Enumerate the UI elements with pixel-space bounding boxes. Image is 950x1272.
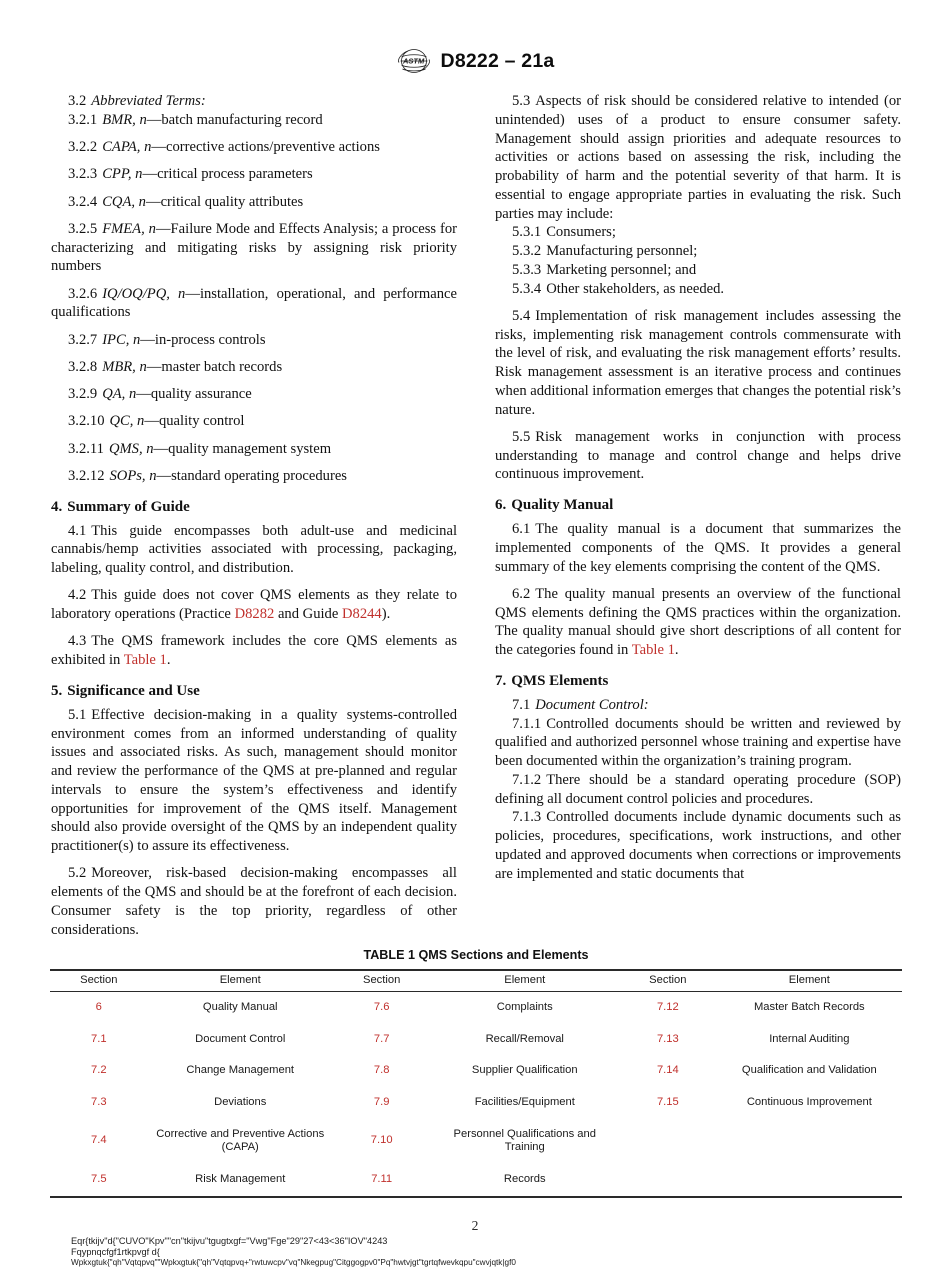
document-designation: D8222 – 21a	[440, 49, 555, 72]
cell-section[interactable]: 7.7	[373, 1032, 390, 1045]
term-label: QC, n	[109, 413, 145, 430]
term-3-2-3	[51, 165, 457, 184]
cell-section[interactable]: 7.12	[656, 1001, 679, 1013]
cell-section[interactable]: 6	[95, 1001, 102, 1013]
paragraph-text: and Guide	[274, 606, 342, 622]
cell-element: Change Management	[186, 1064, 295, 1077]
clause-number: 5.3	[512, 93, 531, 109]
term-3-2	[51, 92, 457, 111]
term-label: CPP, n	[102, 166, 143, 183]
svg-text:ASTM: ASTM	[402, 56, 424, 66]
cell-element: Quality Manual	[202, 1001, 278, 1013]
cell-element	[717, 1119, 902, 1164]
table-header	[50, 970, 902, 992]
right-column	[495, 92, 901, 939]
footer-copyright-block	[71, 1236, 871, 1268]
link-d8244[interactable]: D8244	[341, 606, 382, 622]
paragraph-7-1	[495, 696, 901, 715]
section-heading-6	[495, 497, 901, 514]
column-header-section-1: Section	[50, 970, 148, 992]
term-3-2-11	[51, 440, 457, 459]
term-definition: —corrective actions/preventive actions	[151, 139, 380, 155]
astm-logo-icon	[396, 47, 432, 75]
term-3-2-2	[51, 138, 457, 157]
column-header-element-3: Element	[717, 970, 902, 992]
paragraph-text: Controlled documents should be written and reviewed by qualified and authorized personnel whose training and expertise have been documented within the organization’s training program.	[495, 715, 901, 769]
clause-number: 5.3.4	[512, 280, 542, 297]
cell-element: Qualification and Validation	[741, 1064, 877, 1077]
cell-element: Document Control	[195, 1032, 286, 1045]
clause-number: 5.2	[68, 865, 87, 882]
cell-element: Deviations	[214, 1095, 267, 1108]
clause-number: 3.2.6	[68, 285, 98, 302]
cell-section[interactable]: 7.15	[656, 1095, 679, 1108]
section-title: Quality Manual	[511, 497, 614, 513]
paragraph-text: The quality manual is a document that summarizes the implemented components of the QMS. It provides a general summary of the key elements comprising the content of the QMS.	[495, 521, 901, 575]
cell-element: Corrective and Preventive Actions (CAPA)	[156, 1127, 325, 1154]
clause-number: 3.2.1	[68, 111, 98, 128]
paragraph-5-1	[51, 706, 457, 856]
term-definition: —quality assurance	[136, 386, 252, 402]
cell-section	[619, 1119, 717, 1164]
clause-number: 5.3.1	[512, 224, 542, 241]
paragraph-text: Risk management works in conjunction with process understanding to manage and control change and helps drive continuous improvement.	[495, 428, 901, 483]
term-label: BMR, n	[102, 111, 147, 128]
term-definition: —quality management system	[153, 440, 332, 457]
paragraph-text: This guide does not cover QMS elements as they relate to laboratory operations (Practice	[51, 587, 457, 622]
paragraph-7-1-1	[495, 715, 901, 771]
cell-section[interactable]: 7.1	[91, 1032, 107, 1045]
paragraph-text: The quality manual presents an overview of the functional QMS elements defining the QMS practices within the organization. The quality manual should give short descriptions of all content for the categories found in	[495, 585, 901, 658]
clause-number: 3.2.4	[68, 193, 98, 210]
paragraph-4-2	[51, 586, 457, 624]
paragraph-text: The QMS framework includes the core QMS elements as exhibited in	[51, 633, 457, 668]
section-number: 5.	[51, 682, 63, 699]
cell-section	[619, 1164, 717, 1197]
left-column	[51, 92, 457, 939]
term-3-2-5	[51, 220, 457, 276]
cell-element: Complaints	[496, 1001, 553, 1013]
clause-number: 3.2.10	[68, 413, 105, 430]
clause-number: 5.3.2	[512, 243, 542, 259]
section-heading-4	[51, 499, 457, 516]
term-label: QMS, n	[108, 440, 154, 457]
term-definition: —master batch records	[146, 358, 283, 375]
term-label: QA, n	[102, 386, 137, 402]
term-3-2-12	[51, 467, 457, 486]
section-title: QMS Elements	[511, 672, 609, 689]
table-row	[50, 1024, 902, 1056]
term-definition: —quality control	[144, 413, 245, 430]
term-label: CQA, n	[102, 193, 146, 210]
cell-element	[717, 1164, 902, 1197]
clause-number: 5.1	[68, 706, 87, 723]
clause-number: 5.4	[512, 307, 531, 324]
paragraph-4-3	[51, 632, 457, 670]
clause-number: 3.2.3	[68, 166, 98, 183]
clause-number: 4.3	[68, 633, 87, 650]
paragraph-6-2	[495, 585, 901, 660]
paragraph-5-4	[495, 307, 901, 420]
paragraph-text: Consumers;	[546, 224, 616, 241]
clause-number: 3.2.8	[68, 358, 98, 375]
cell-element: Continuous Improvement	[746, 1095, 872, 1108]
term-definition: —in-process controls	[140, 331, 266, 348]
paragraph-5-2	[51, 864, 457, 939]
clause-number: 5.3.3	[512, 261, 542, 278]
term-3-2-6	[51, 285, 457, 323]
paragraph-5-3-3	[495, 261, 901, 280]
paragraph-4-1	[51, 522, 457, 578]
subsection-title: Document Control:	[535, 696, 649, 713]
paragraph-7-1-2	[495, 771, 901, 809]
cell-element: Master Batch Records	[753, 1001, 865, 1013]
clause-number: 6.2	[512, 585, 531, 602]
cell-section[interactable]: 7.8	[373, 1064, 390, 1077]
table-body	[50, 992, 902, 1197]
cell-section[interactable]: 7.14	[656, 1064, 679, 1077]
term-3-2-10	[51, 412, 457, 431]
term-label: Abbreviated Terms:	[91, 93, 206, 109]
cell-section[interactable]: 7.6	[373, 1001, 390, 1013]
paragraph-text: ).	[381, 606, 391, 622]
clause-number: 4.2	[68, 587, 87, 604]
clause-number: 3.2	[68, 93, 87, 109]
cell-section[interactable]: 7.3	[91, 1095, 107, 1108]
cell-section[interactable]: 7.13	[656, 1032, 679, 1045]
term-label: CAPA, n	[102, 139, 152, 155]
term-definition: —standard operating procedures	[156, 467, 347, 484]
paragraph-text: Implementation of risk management includes assessing the risks, implementing risk management controls commensurate with the level of risk, and evaluating the risk management efforts’ results. Risk management assessment is an iterative process and continues when additional information emerges that changes the potential risk’s nature.	[495, 307, 901, 418]
paragraph-text: Manufacturing personnel;	[546, 243, 698, 259]
section-number: 6.	[495, 497, 507, 513]
clause-number: 3.2.12	[68, 467, 105, 484]
footer-line-1: Eqr{tkijv"d{"CUVO"Kpv""cn"tkijvu"tgugtxgf="Vwg"Fge"29"27<43<36"IOV"4243	[71, 1236, 388, 1246]
paragraph-text: This guide encompasses both adult-use and medicinal cannabis/hemp activities associated with processing, packaging, labeling, quality control, and distribution.	[51, 522, 457, 576]
cell-element: Personnel Qualifications and Training	[453, 1127, 596, 1154]
cell-element: Risk Management	[148, 1164, 333, 1197]
footer-line-2: Fqypnqcfgf1rtkpvgf d{	[71, 1247, 160, 1258]
section-title: Summary of Guide	[67, 498, 190, 515]
clause-number: 6.1	[512, 521, 531, 537]
cell-section[interactable]: 7.2	[91, 1064, 107, 1077]
paragraph-5-3-4	[495, 280, 901, 299]
cell-element: Facilities/Equipment	[474, 1095, 575, 1108]
term-3-2-1	[51, 111, 457, 130]
section-heading-7	[495, 673, 901, 690]
clause-number: 5.5	[512, 428, 531, 445]
term-label: IPC, n	[102, 331, 141, 348]
cell-section[interactable]: 7.10	[370, 1134, 393, 1147]
clause-number: 7.1.1	[512, 715, 542, 732]
footer-line-3: Wpkxgtuk{"qh"Vqtqpvq""Wpkxgtuk{"qh"Vqtqpvq+"rwtuwcpv"vq"Nkegpug"Citggogpv0"Pq"hwtvjgt"tgrtqfwevkqpu"cwvjqtk|gf0	[71, 1258, 516, 1268]
paragraph-text: Aspects of risk should be considered relative to intended (or unintended) uses of a product to ensure consumer safety. Management should assign priorities and adequate resources to activities or actions based on assessing the risk, including the probability of harm and the potential severity of that harm. It is essential to engage appropriate parties in evaluating the risk. Such parties may include:	[495, 93, 901, 222]
term-definition: —batch manufacturing record	[146, 111, 323, 128]
paragraph-text: Controlled documents include dynamic documents such as policies, procedures, specifications, work instructions, and other updated and approved documents when corrections or improvements are implemented and static documents that	[495, 809, 901, 882]
paragraph-text: .	[674, 642, 679, 658]
qms-sections-table	[50, 969, 902, 1198]
term-definition: —installation, operational, and performance qualifications	[51, 285, 458, 321]
table-row	[50, 1164, 902, 1197]
clause-number: 3.2.5	[68, 220, 98, 237]
cell-section[interactable]: 7.4	[91, 1134, 107, 1147]
section-number: 7.	[495, 672, 507, 689]
column-header-element-1: Element	[148, 970, 333, 992]
paragraph-5-5	[495, 428, 901, 484]
cell-element: Internal Auditing	[769, 1032, 850, 1045]
term-3-2-8	[51, 358, 457, 377]
paragraph-7-1-3	[495, 808, 901, 883]
term-3-2-9	[51, 385, 457, 404]
paragraph-6-1	[495, 520, 901, 576]
paragraph-5-3-1	[495, 223, 901, 242]
clause-number: 7.1	[512, 696, 531, 713]
cell-element: Recall/Removal	[485, 1032, 564, 1045]
clause-number: 7.1.3	[512, 809, 542, 826]
paragraph-text: Moreover, risk-based decision-making encompasses all elements of the QMS and should be at the forefront of each decision. Consumer safety is the top priority, regardless of other considerations.	[51, 865, 457, 938]
page-number: 2	[471, 1218, 479, 1233]
table-caption: TABLE 1 QMS Sections and Elements	[363, 948, 589, 962]
table-row	[50, 1055, 902, 1087]
section-title: Significance and Use	[67, 682, 200, 699]
paragraph-text: Other stakeholders, as needed.	[546, 280, 725, 297]
paragraph-text: .	[166, 652, 171, 668]
cell-section[interactable]: 7.9	[373, 1095, 390, 1108]
term-definition: —critical quality attributes	[145, 193, 304, 210]
paragraph-5-3	[495, 92, 901, 223]
clause-number: 7.1.2	[512, 771, 542, 788]
body-columns	[51, 92, 901, 939]
term-definition: —Failure Mode and Effects Analysis; a process for characterizing and mitigating risks by assigning risk priority numbers	[51, 220, 457, 275]
term-label: IQ/OQ/PQ, n	[102, 285, 186, 302]
term-3-2-7	[51, 331, 457, 350]
link-d8282[interactable]: D8282	[234, 606, 275, 622]
table-1-container	[50, 948, 902, 1198]
table-row	[50, 1087, 902, 1119]
table-row	[50, 1119, 902, 1164]
term-label: SOPs, n	[109, 467, 157, 484]
cell-element: Supplier Qualification	[471, 1064, 578, 1077]
cell-section[interactable]: 7.11	[333, 1164, 431, 1197]
paragraph-5-3-2	[495, 242, 901, 261]
link-table-1[interactable]: Table 1	[123, 652, 167, 668]
column-header-element-2: Element	[430, 970, 619, 992]
document-header	[0, 47, 950, 75]
paragraph-text: Marketing personnel; and	[546, 261, 697, 278]
clause-number: 3.2.7	[68, 331, 98, 348]
cell-section[interactable]: 7.5	[50, 1164, 148, 1197]
column-header-section-2: Section	[333, 970, 431, 992]
section-number: 4.	[51, 498, 63, 515]
link-table-1[interactable]: Table 1	[631, 642, 675, 658]
paragraph-text: Effective decision-making in a quality systems-controlled environment comes from an informed understanding of quality issues and associated risks. As such, management should monitor and review the performance of the QMS at pre-planned and regular intervals to ensure the system’s effectiveness and identify opportunities for improvement of the QMS itself. Management should also provide oversight of the QMS by an independent quality practitioner(s) to assure its effectiveness.	[51, 706, 457, 854]
term-definition: —critical process parameters	[142, 166, 313, 183]
term-3-2-4	[51, 193, 457, 212]
clause-number: 4.1	[68, 522, 87, 539]
term-label: MBR, n	[102, 358, 147, 375]
cell-element: Records	[430, 1164, 619, 1197]
clause-number: 3.2.2	[68, 139, 98, 155]
section-heading-5	[51, 683, 457, 700]
table-row	[50, 992, 902, 1024]
clause-number: 3.2.9	[68, 386, 98, 402]
term-label: FMEA, n	[102, 220, 156, 237]
column-header-section-3: Section	[619, 970, 717, 992]
paragraph-text: There should be a standard operating procedure (SOP) defining all document control policies and procedures.	[495, 771, 901, 807]
clause-number: 3.2.11	[68, 440, 104, 457]
